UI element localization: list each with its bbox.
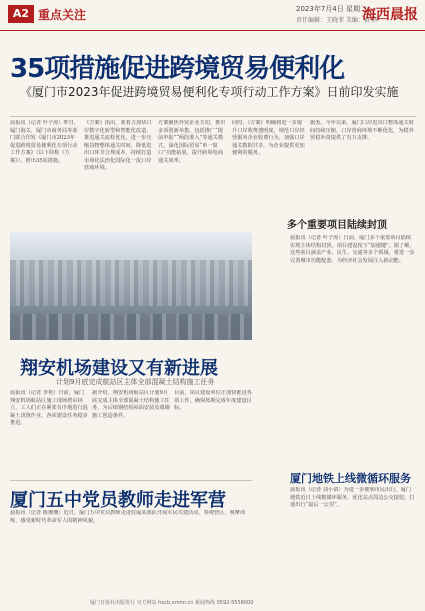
article-3-body (290, 235, 416, 460)
editor-line: 责任编辑：王晓菲 美编：黄 辉 (296, 17, 378, 24)
article-1-col-5-text: 据悉，今年以来，厦门口岸进出口整体通关时间持续压缩，口岸营商环境不断优化，为稳外贸稳外资提供了有力支撑。 (310, 120, 414, 141)
article-1-col-4-text: 同时，《方案》明确将进一步提升口岸收费透明度，规范口岸经营服务企业收费行为，加强口岸通关数据共享，为企业提供更加便利的服务。 (232, 120, 305, 156)
divider-1 (10, 116, 416, 117)
page-number-badge: A2 (8, 5, 34, 23)
article-2-col-2 (92, 390, 170, 478)
article-1-col-3-text: 方案聚焦外贸企业关切，推出多项创新举措，包括推广“提前申报”“两段准入”等通关模式，深化国际贸易“单一窗口”功能拓展，提升跨境电商通关效率。 (158, 120, 226, 164)
article-1-col-2-text: 《方案》指出，要着力加快口岸数字化转型和智能化改造，推进通关流程优化，进一步压缩货物整体通关时间，降低进出口环节合规成本，持续打造市场化法治化国际化一流口岸营商环境。 (84, 120, 152, 171)
divider-2 (10, 480, 252, 481)
article-2-col-3-text: 目前，项目建设单位正加快推进各项工作，确保按期完成年度建设目标。 (174, 390, 252, 411)
article-2-col-3 (174, 390, 252, 478)
article-1-col-1 (10, 120, 80, 226)
article-5-text: 晨报讯（记者 刘小倩）为进一步便利市民出行，厦门地铁近日上线微循环服务，优化站点周边公交接驳，打通出行“最后一公里”。 (290, 487, 415, 508)
headline-2: 翔安机场建设又有新进展 (20, 358, 218, 379)
article-1-col-3 (158, 120, 228, 226)
section-title: 重点关注 (38, 8, 87, 22)
date-line: 2023年7月4日 星期二 (296, 5, 367, 13)
article-1-col-5 (310, 120, 416, 216)
footer-line: 厦门日报社出版发行 官方网站 hxcb.xmnn.cn 新闻热线 0592-5558000 (90, 600, 254, 606)
article-1-col-4 (232, 120, 306, 226)
subhead-1: 《厦门市2023年促进跨境贸易便利化专项行动工作方案》日前印发实施 (20, 85, 399, 99)
newspaper-logo: 海西晨报 (362, 7, 418, 23)
article-2-col-1-text: 晨报讯（记者 李艳）日前，厦门翔安机场航站区施工现场塔吊林立，工人们正在紧张有序地进行混凝土浇筑作业，各项建设任务稳步推进。 (10, 390, 88, 426)
article-5-body (290, 487, 416, 595)
article-1-col-1-text: 晨报讯（记者 叶子涛）昨日，厦门海关、厦门市商务局等部门联合印发《厦门市2023年促进跨境贸易便利化专项行动工作方案》（以下简称《方案》），推出35项措施。 (10, 120, 80, 164)
article-3-text: 晨报讯（记者 叶子涛）日前，厦门多个重要项目陆续实现主体结构封顶，项目建设按下“加速键”。据了解，这些项目涵盖产业、民生、交通等多个领域，将进一步完善城市功能配套，为经济社会发展注入新动能。 (290, 235, 415, 264)
article-4-body (10, 510, 252, 596)
page-header (0, 0, 425, 31)
subhead-2: 计划9月底完成航站区主体全部混凝土结构施工任务 (56, 378, 215, 386)
headline-5: 厦门地铁上线微循环服务 (290, 472, 411, 485)
article-1-col-2 (84, 120, 154, 226)
article-2-col-1 (10, 390, 88, 478)
article-4-text: 晨报讯（记者 陈珊珊）近日，厦门五中党员教师走进驻厦某部队开展军民共建活动，参观营区、观摩训练，感受新时代革命军人的精神风貌。 (10, 510, 246, 524)
article-2-col-2-text: 据介绍，翔安机场航站区计划9月底完成主体全部混凝土结构施工任务，为后续钢结构屋面安装及幕墙施工创造条件。 (92, 390, 170, 419)
headline-1: 35项措施促进跨境贸易便利化 (10, 54, 345, 84)
airport-construction-photo (10, 232, 252, 340)
headline-4: 多个重要项目陆续封顶 (287, 220, 387, 231)
headline-3: 厦门五中党员教师走进军营 (10, 490, 226, 511)
